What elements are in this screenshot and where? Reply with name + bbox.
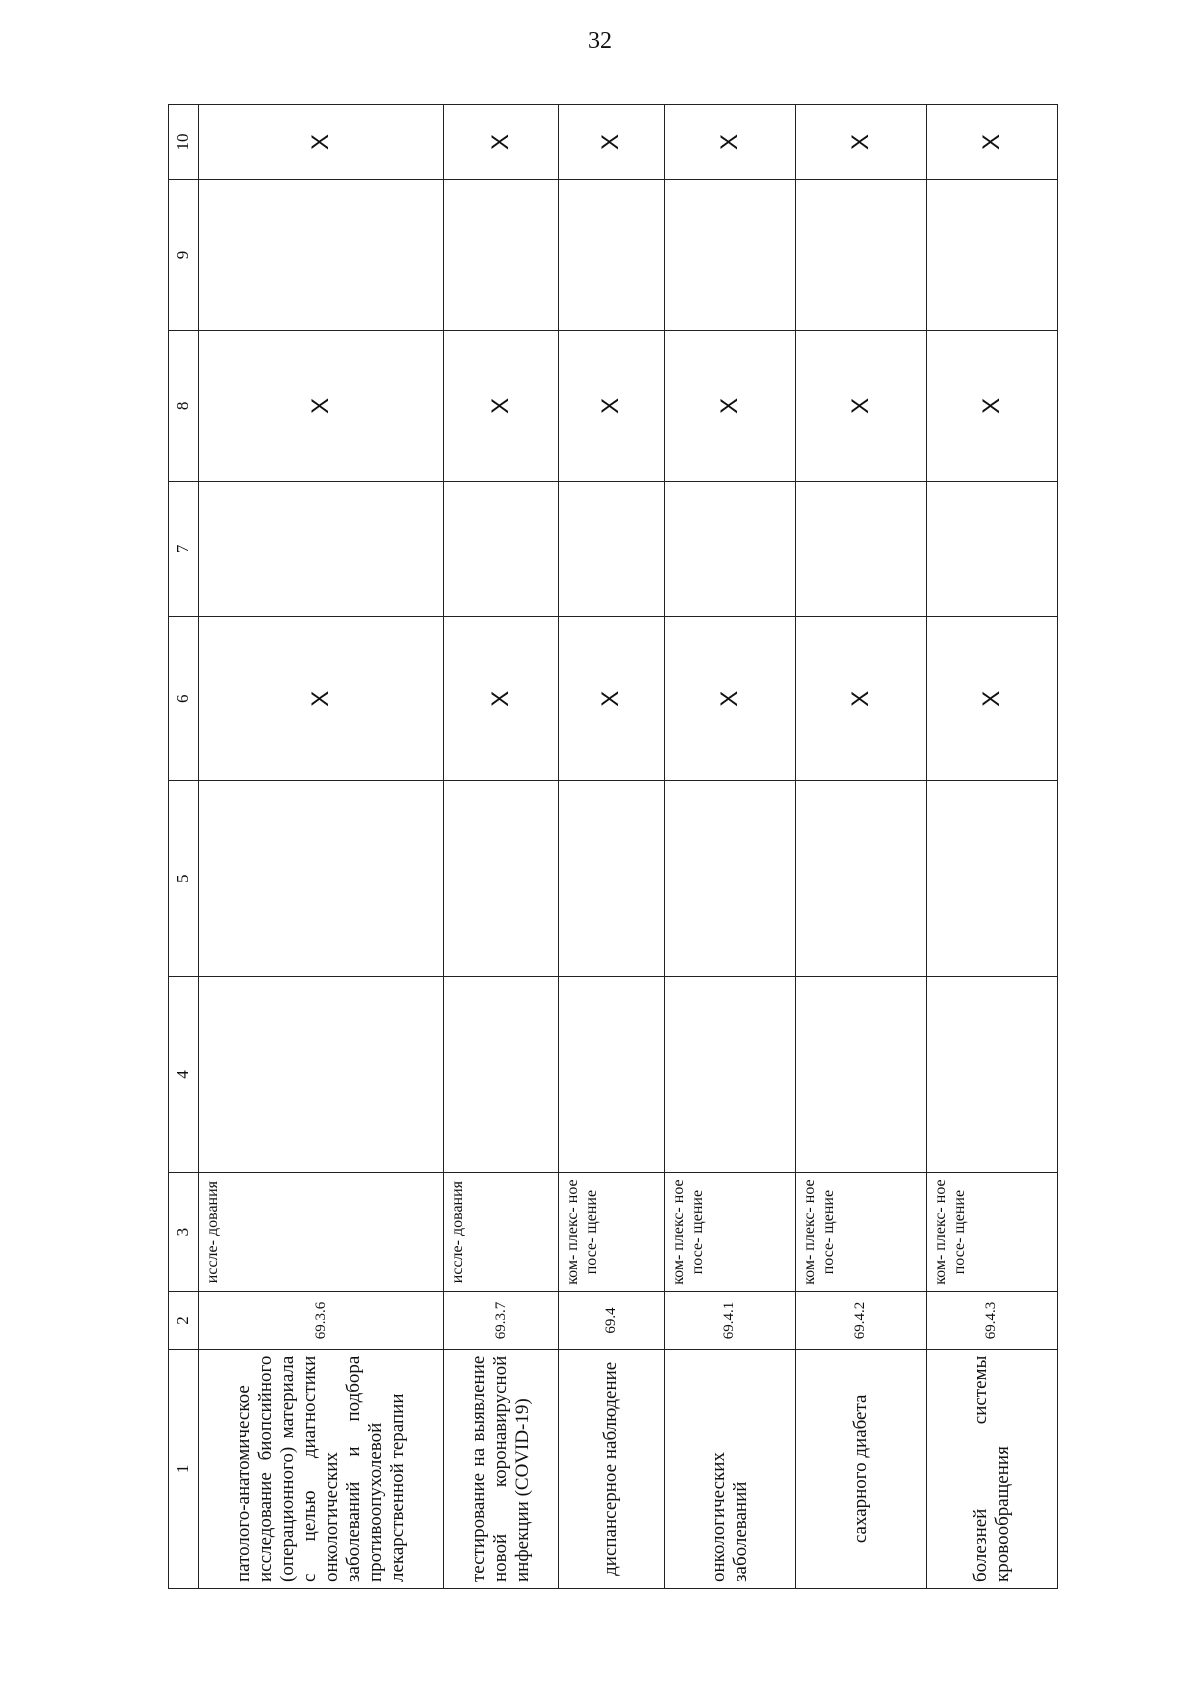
row-code: 69.4.2 [795,1292,926,1349]
cell-col9 [926,179,1057,330]
cell-col4 [444,977,559,1173]
cell-col9 [198,179,444,330]
table-row [198,105,444,1589]
col-header-7: 7 [169,481,199,616]
row-code: 69.4.1 [664,1292,795,1349]
rotated-table-wrapper [168,104,1058,1589]
cell-col5 [664,781,795,977]
table-row [926,105,1057,1589]
cell-col7 [198,481,444,616]
cell-col5 [559,781,664,977]
cell-col5 [198,781,444,977]
cell-col10: X [664,105,795,180]
cell-col4 [198,977,444,1173]
cell-col9 [664,179,795,330]
col-header-1: 1 [169,1349,199,1588]
cell-col6: X [664,617,795,781]
cell-col10: X [926,105,1057,180]
cell-col8: X [559,330,664,481]
cell-col9 [444,179,559,330]
cell-col7 [664,481,795,616]
cell-col9 [559,179,664,330]
table-row [559,105,664,1589]
row-name: онкологических заболеваний [664,1349,795,1588]
page-number: 32 [588,28,612,54]
cell-col8: X [795,330,926,481]
row-unit: иссле- дования [198,1172,444,1292]
cell-col10: X [198,105,444,180]
table-row [664,105,795,1589]
table-row [444,105,559,1589]
table-row [795,105,926,1589]
row-code: 69.3.6 [198,1292,444,1349]
col-header-5: 5 [169,781,199,977]
row-name: патолого-анатомическое исследование биопсийного (операционного) материала с целью диагностики онкологических заболеваний и подбора противоопухолевой лекарственной терапии [198,1349,444,1588]
cell-col4 [664,977,795,1173]
row-unit: ком- плекс- ное посе- щение [559,1172,664,1292]
header-row [169,105,199,1589]
row-unit: ком- плекс- ное посе- щение [795,1172,926,1292]
row-name: тестирование на выявление новой коронавирусной инфекции (COVID-19) [444,1349,559,1588]
col-header-9: 9 [169,179,199,330]
cell-col6: X [795,617,926,781]
col-header-2: 2 [169,1292,199,1349]
col-header-3: 3 [169,1172,199,1292]
cell-col6: X [444,617,559,781]
row-name: диспансерное наблюдение [559,1349,664,1588]
cell-col5 [795,781,926,977]
cell-col8: X [444,330,559,481]
cell-col7 [926,481,1057,616]
row-unit: ком- плекс- ное посе- щение [664,1172,795,1292]
col-header-8: 8 [169,330,199,481]
cell-col10: X [559,105,664,180]
data-table [168,104,1058,1589]
cell-col7 [444,481,559,616]
row-unit: ком- плекс- ное посе- щение [926,1172,1057,1292]
cell-col4 [926,977,1057,1173]
cell-col7 [559,481,664,616]
row-code: 69.4 [559,1292,664,1349]
row-name: сахарного диабета [795,1349,926,1588]
col-header-4: 4 [169,977,199,1173]
cell-col9 [795,179,926,330]
row-code: 69.4.3 [926,1292,1057,1349]
cell-col4 [795,977,926,1173]
row-code: 69.3.7 [444,1292,559,1349]
cell-col10: X [795,105,926,180]
cell-col8: X [926,330,1057,481]
cell-col10: X [444,105,559,180]
cell-col5 [444,781,559,977]
col-header-10: 10 [169,105,199,180]
col-header-6: 6 [169,617,199,781]
row-unit: иссле- дования [444,1172,559,1292]
cell-col5 [926,781,1057,977]
cell-col8: X [664,330,795,481]
row-name: болезней системы кровообращения [926,1349,1057,1588]
cell-col6: X [926,617,1057,781]
cell-col8: X [198,330,444,481]
cell-col6: X [198,617,444,781]
cell-col4 [559,977,664,1173]
cell-col7 [795,481,926,616]
cell-col6: X [559,617,664,781]
